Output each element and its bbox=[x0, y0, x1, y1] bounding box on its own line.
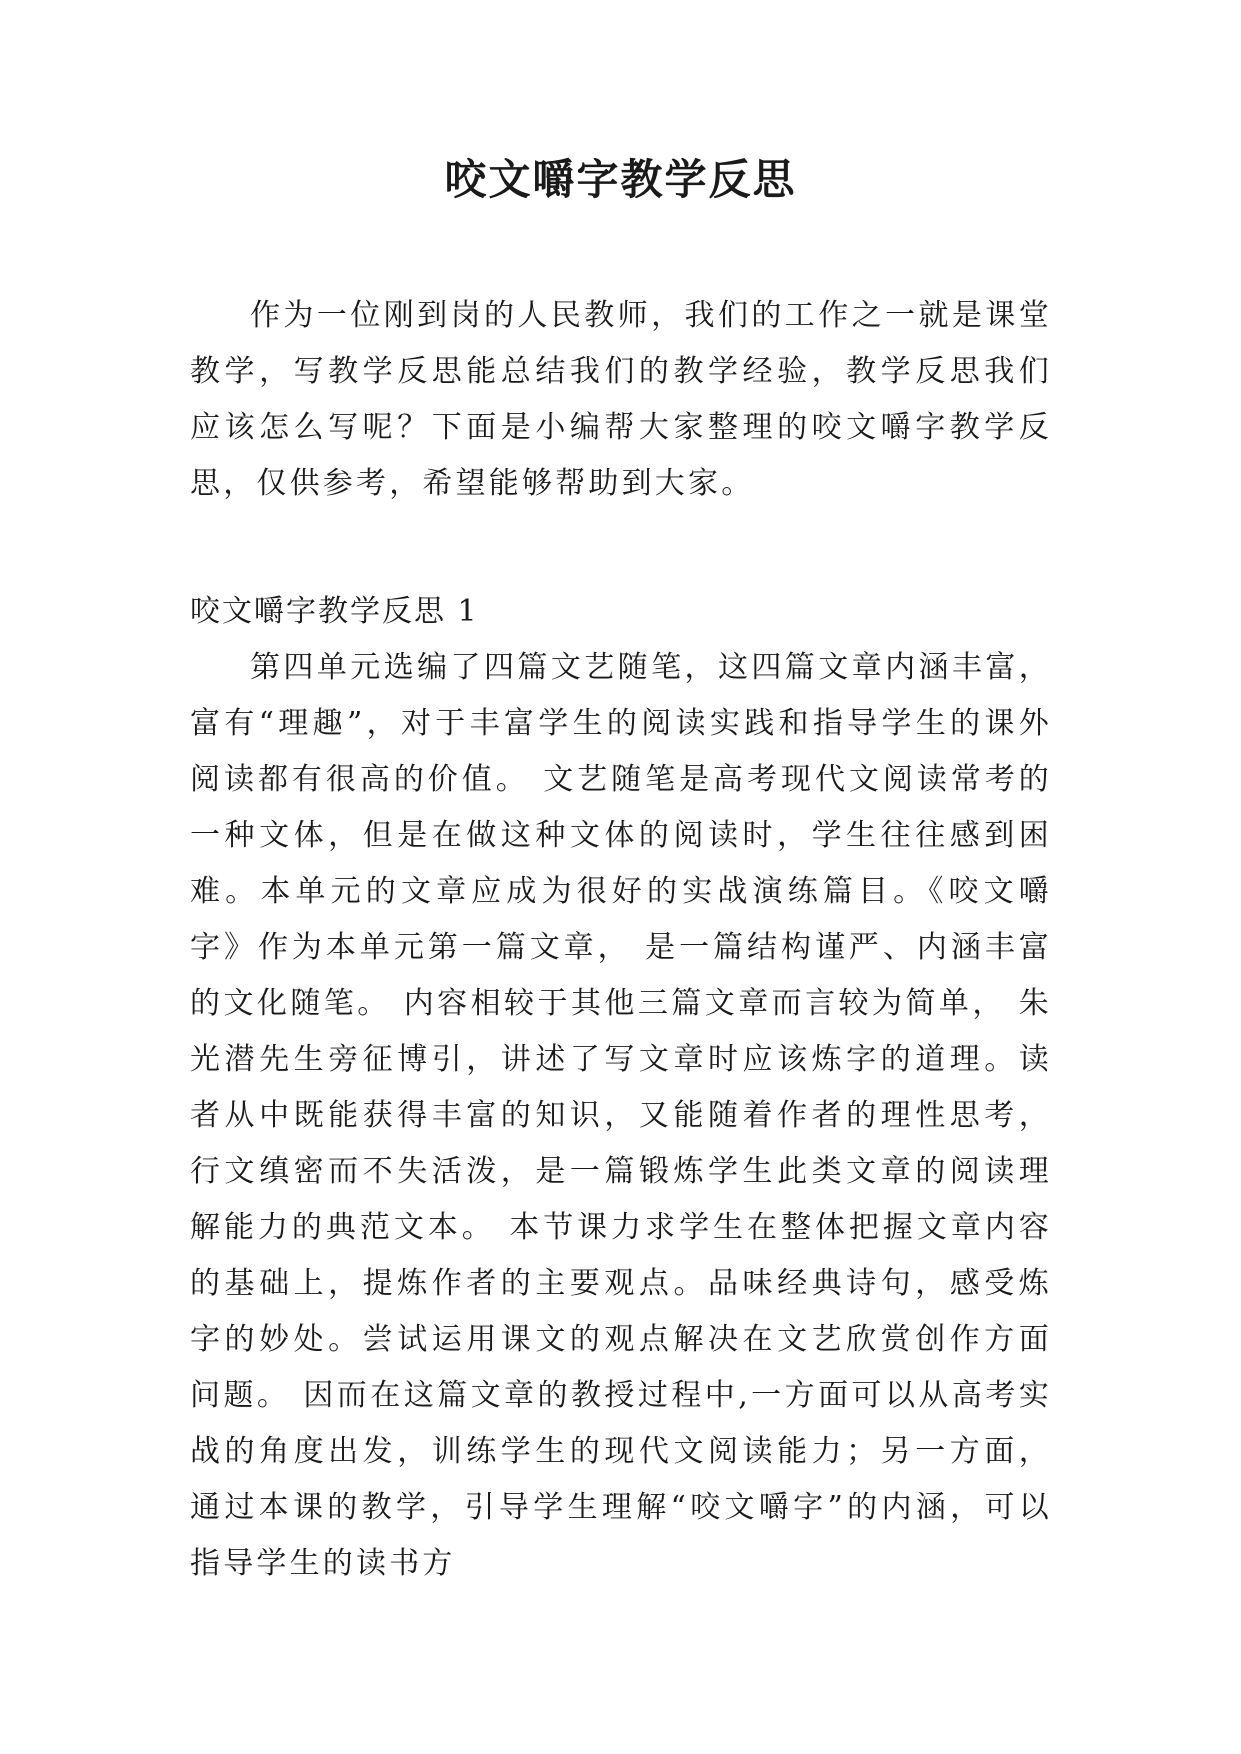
section-body-paragraph: 第四单元选编了四篇文艺随笔，这四篇文章内涵丰富，富有“理趣”，对于丰富学生的阅读实践和指导学生的课外阅读都有很高的价值。 文艺随笔是高考现代文阅读常考的一种文体，但是在做这种文体的阅读时，学生往往感到困难。本单元的文章应成为很好的实战演练篇目。《咬文嚼字》作为本单元第一篇文章， 是一篇结构谨严、内涵丰富的文化随笔。 内容相较于其他三篇文章而言较为简单， 朱光潜先生旁征博引，讲述了写文章时应该炼字的道理。读者从中既能获得丰富的知识，又能随着作者的理性思考， 行文缜密而不失活泼，是一篇锻炼学生此类文章的阅读理解能力的典范文本。 本节课力求学生在整体把握文章内容的基础上，提炼作者的主要观点。品味经典诗句，感受炼字的妙处。尝试运用课文的观点解决在文艺欣赏创作方面问题。 因而在这篇文章的教授过程中,一方面可以从高考实战的角度出发，训练学生的现代文阅读能力；另一方面，通过本课的教学，引导学生理解“咬文嚼字”的内涵，可以指导学生的读书方 bbox=[190, 650, 1052, 1581]
document-title: 咬文嚼字教学反思 bbox=[444, 155, 797, 204]
section-1 bbox=[190, 584, 1052, 1592]
section-heading: 咬文嚼字教学反思 1 bbox=[190, 594, 479, 629]
intro-paragraph: 作为一位刚到岗的人民教师，我们的工作之一就是课堂教学，写教学反思能总结我们的教学经验，教学反思我们应该怎么写呢？下面是小编帮大家整理的咬文嚼字教学反思，仅供参考，希望能够帮助到大家。 bbox=[190, 298, 1052, 501]
intro-block bbox=[190, 288, 1052, 512]
